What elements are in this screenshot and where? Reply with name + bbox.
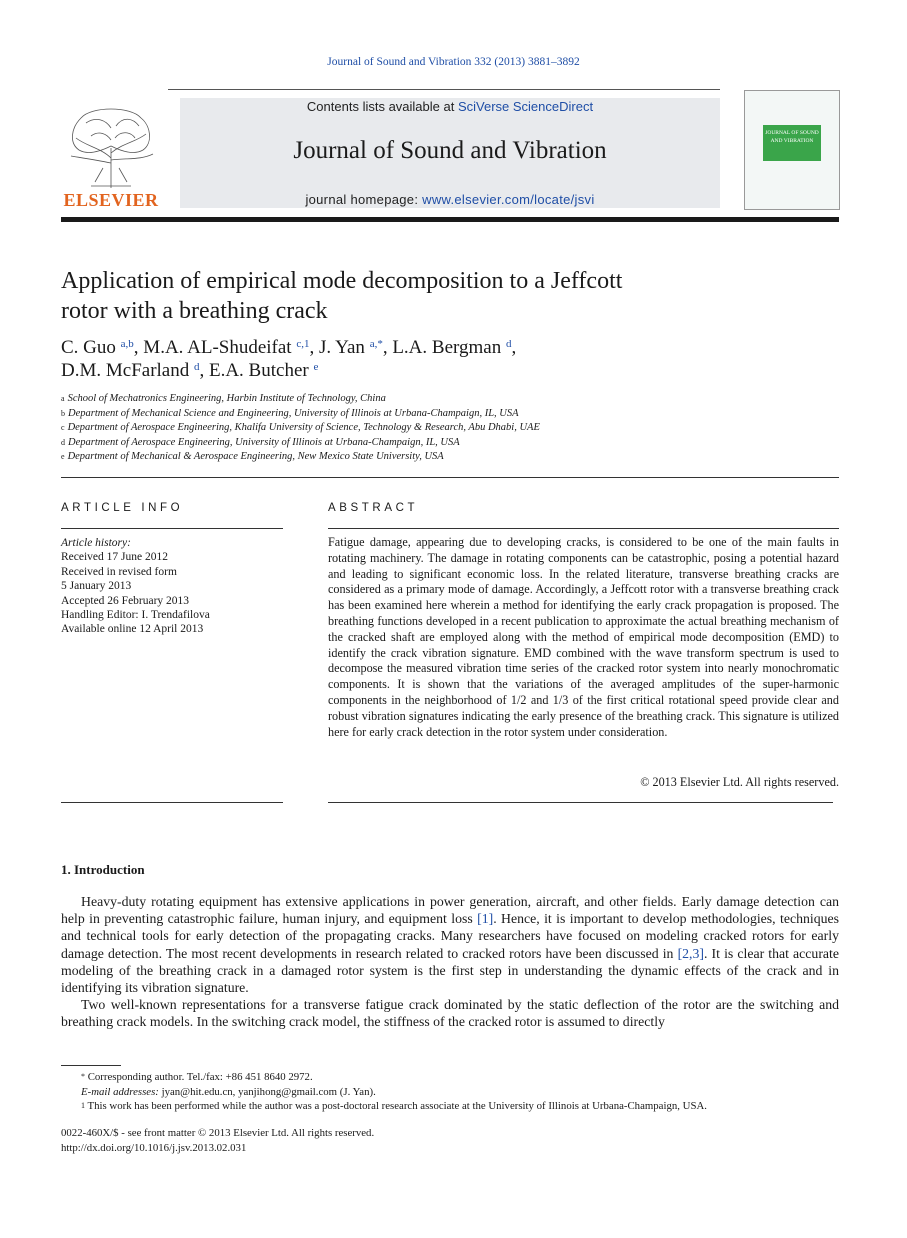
author-line-2 [61, 359, 821, 382]
reference-link[interactable]: [1] [477, 911, 494, 927]
sciencedirect-link[interactable]: SciVerse ScienceDirect [457, 99, 594, 114]
footnotes [61, 1070, 839, 1114]
affiliation-text: School of Mechatronics Engineering, Harbin Institute of Technology, China [67, 393, 386, 404]
section-heading-introduction: 1. Introduction [61, 862, 145, 877]
author-affiliation-marks[interactable]: a,b [120, 338, 134, 350]
affiliation-text: Department of Aerospace Engineering, University of Illinois at Urbana-Champaign, IL, USA [68, 436, 460, 448]
intro-text: . It is clear that accurate modeling of the breathing crack in a damaged rotor system is the first step in understanding the dynamic effects of the crack and in identifying its vibration signature. [61, 945, 839, 996]
intro-text: . Hence, it is important to develop methodologies, techniques and technical tools for early detection of the propagating cracks. Many researchers have focused on modeling cracked rotors for early damage detection. The most recent developments in research related to cracked rotors have been discussed in [61, 911, 839, 961]
article-title [61, 266, 761, 326]
footnote-corresponding [61, 1070, 839, 1085]
homepage-prefix: journal homepage: [305, 192, 423, 207]
header-thick-rule [61, 217, 839, 222]
author-separator: , [309, 337, 319, 358]
journal-homepage-line [180, 192, 720, 207]
author-affiliation-marks[interactable]: c,1 [296, 338, 310, 350]
author-affiliation-marks[interactable]: d [193, 361, 200, 373]
affiliation-mark: e [61, 452, 65, 462]
author-affiliation-marks[interactable]: e [313, 361, 319, 373]
author-name[interactable]: M.A. AL-Shudeifat [143, 337, 292, 358]
intro-paragraph: Two well-known representations for a transverse fatigue crack dominated by the static deflection of the rotor are the switching and breathing crack models. In the switching crack model, the stiffness of the cracked rotor is assumed to directly [61, 997, 839, 1030]
homepage-link[interactable]: www.elsevier.com/locate/jsvi [422, 192, 595, 207]
journal-name: Journal of Sound and Vibration [293, 137, 607, 164]
abstract-rule [328, 528, 839, 529]
corresponding-author-text: Corresponding author. Tel./fax: +86 451 8640 2972. [87, 1071, 313, 1083]
footnote-mark: * [81, 1072, 85, 1081]
intro-text: Heavy-duty rotating equipment has extensive applications in power generation, aircraft, and other fields. Early damage detection can help in preventing catastrophic failure, human injury, and equipment loss [61, 894, 839, 927]
article-info-heading: ARTICLE INFO [61, 502, 184, 514]
email-addresses[interactable]: jyan@hit.edu.cn, yanjihong@gmail.com (J. Yan). [158, 1085, 376, 1098]
footnote-1-text: This work has been performed while the author was a post-doctoral research associate at the University of Illinois at Urbana-Champaign, USA. [87, 1100, 707, 1112]
history-entry: Received 17 June 2012 [61, 551, 168, 564]
doi-link[interactable]: http://dx.doi.org/10.1016/j.jsv.2013.02.031 [61, 1141, 247, 1154]
author-name[interactable]: E.A. Butcher [208, 360, 309, 381]
author-name[interactable]: L.A. Bergman [392, 337, 502, 358]
journal-citation[interactable]: Journal of Sound and Vibration 332 (2013) 3881–3892 [327, 56, 580, 68]
affiliation-text: Department of Mechanical Science and Engineering, University of Illinois at Urbana-Champaign, IL, USA [68, 407, 519, 419]
header-divider [168, 89, 720, 90]
affiliation-item [61, 407, 821, 422]
history-entry: Accepted 26 February 2013 [61, 594, 190, 607]
author-line-1 [61, 336, 821, 359]
affiliation-mark: b [61, 408, 65, 418]
affiliation-item [61, 392, 821, 407]
footnote-1 [61, 1099, 839, 1114]
author-separator: , [133, 337, 144, 358]
abstract-text: Fatigue damage, appearing due to developing cracks, is considered to be one of the main faults in rotating machinery. The damage in rotating components can be catastrophic, posing a potential hazard and leading to significant economic loss. In the related literature, transverse breathing cracks are considered as a primary mode of damage. Accordingly, a Jeffcott rotor with a transverse breathing crack has been examined here wherein a method for identifying the early crack propagation is proposed. The breathing functions developed in a recent publication to approximate the actual breathing mechanism of the cracked shaft are employed along with the method of empirical mode decomposition (EMD) to identify the crack vibration signature. EMD combined with the wave transform spectrum is used to decompose the measured vibration time series of the cracked rotor system into nearly monochromatic components. It is shown that the variations of the averaged amplitudes of the super-harmonic components in the neighborhood of 1/2 and 1/3 of the first critical rotational speed provide clear and robust vibration signatures indicating the early presence of the breathing crack. This signature is utilized here for early crack detection in the rotor system under consideration. [328, 535, 839, 739]
article-info-bottom-rule [61, 802, 283, 803]
section-divider [61, 477, 839, 478]
history-entry: 5 January 2013 [61, 580, 132, 593]
article-history [61, 536, 283, 637]
author-name[interactable]: D.M. McFarland [61, 360, 190, 381]
title-line-1: Application of empirical mode decomposition to a Jeffcott [61, 268, 623, 294]
history-entry: Available online 12 April 2013 [61, 623, 204, 636]
affiliation-text: Department of Aerospace Engineering, Khalifa University of Science, Technology & Research, Abu Dhabi, UAE [67, 422, 540, 434]
journal-cover-thumbnail [744, 90, 840, 210]
issn-line: 0022-460X/$ - see front matter © 2013 Elsevier Ltd. All rights reserved. [61, 1127, 375, 1139]
footnote-emails [61, 1085, 839, 1100]
author-affiliation-marks[interactable]: a,* [369, 338, 383, 350]
title-line-2: rotor with a breathing crack [61, 298, 328, 324]
affiliation-mark: a [61, 394, 65, 403]
author-list [61, 336, 821, 382]
affiliations [61, 392, 821, 465]
author-separator: , [511, 337, 517, 358]
intro-paragraph [61, 893, 839, 996]
article-info-rule [61, 528, 283, 529]
footnote-rule [61, 1065, 121, 1066]
author-separator: , [382, 337, 393, 358]
affiliation-item [61, 421, 821, 436]
abstract-bottom-rule [328, 802, 833, 803]
cover-title: JOURNAL OF SOUND AND VIBRATION [765, 130, 819, 144]
contents-prefix: Contents lists available at [306, 99, 458, 114]
abstract-heading: ABSTRACT [328, 502, 419, 514]
abstract-copyright: © 2013 Elsevier Ltd. All rights reserved. [640, 775, 839, 789]
elsevier-wordmark: ELSEVIER [63, 190, 159, 210]
history-entry: Handling Editor: I. Trendafilova [61, 609, 210, 622]
affiliation-text: Department of Mechanical & Aerospace Engineering, New Mexico State University, USA [67, 451, 444, 463]
affiliation-item [61, 436, 821, 451]
footnote-mark: 1 [81, 1101, 85, 1110]
article-meta-bottom [61, 1126, 839, 1155]
introduction-body [61, 893, 839, 1031]
article-history-title: Article history: [61, 537, 131, 549]
affiliation-mark: d [61, 437, 65, 447]
author-name[interactable]: C. Guo [61, 337, 116, 358]
reference-link[interactable]: [2,3] [677, 945, 704, 961]
author-name[interactable]: J. Yan [318, 337, 365, 358]
author-separator: , [199, 360, 209, 381]
author-affiliation-marks[interactable]: d [505, 338, 512, 350]
history-entry: Received in revised form [61, 565, 177, 578]
contents-available-line [180, 99, 720, 114]
affiliation-item [61, 450, 821, 465]
email-label: E-mail addresses: [81, 1085, 159, 1098]
affiliation-mark: c [61, 423, 65, 433]
